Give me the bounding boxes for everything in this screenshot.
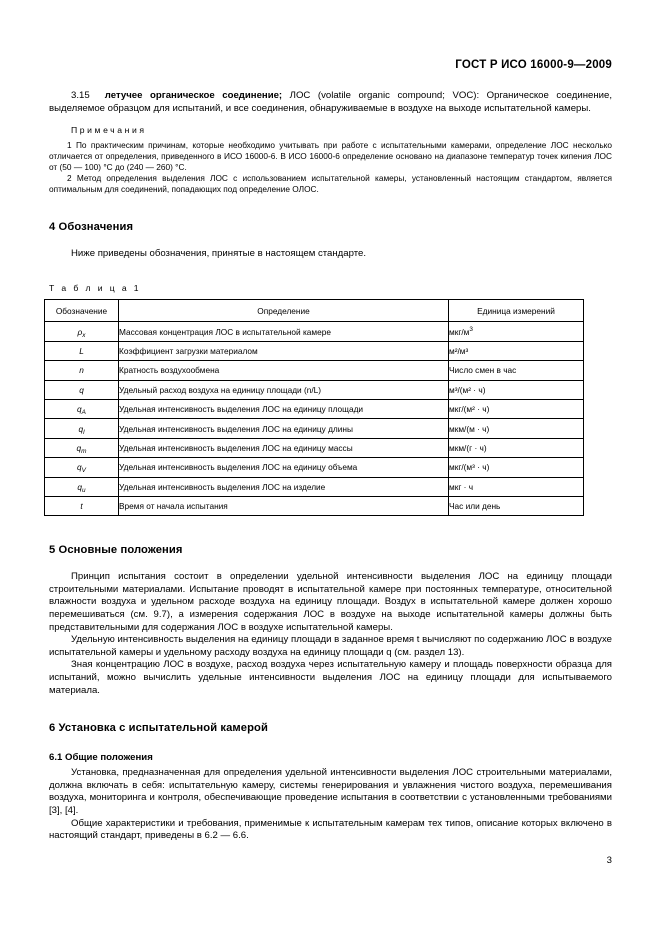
table-row [45,438,584,457]
column-header-symbol: Обозначение [45,300,119,322]
column-header-definition: Определение [119,300,449,322]
document-header-title: ГОСТ Р ИСО 16000-9—2009 [455,59,612,71]
table-row [45,361,584,380]
section-6 [49,722,612,843]
column-header-unit: Единица измерений [449,300,584,322]
cell-unit: мкм/(м · ч) [449,419,584,438]
section-6-heading: 6 Установка с испытательной камерой [49,722,268,735]
cell-definition: Массовая концентрация ЛОС в испытательной камере [119,322,449,341]
cell-unit: Час или день [449,496,584,515]
table-body [45,322,584,516]
cell-definition: Коэффициент загрузки материалом [119,341,449,360]
section-5-heading: 5 Основные положения [49,544,183,557]
page-content [49,90,612,843]
table-row [45,496,584,515]
note-item-2: 2 Метод определения выделения ЛОС с использованием испытательной камеры, установленный настоящим стандартом, является оптимальным для соединений, попадающих под определение ОЛОС. [49,172,612,194]
section-5-paragraph-3: Зная концентрацию ЛОС в воздухе, расход воздуха через испытательную камеру и площадь поверхности образца для испытаний, можно вычислить удельные интенсивности выделения ЛОС на единицу площади для испытываемого материала. [49,659,612,696]
term-number: 3.15 [71,90,90,101]
term-name: летучее органическое соединение; [104,90,283,101]
cell-symbol: $q_V$ [45,458,119,477]
section-6-1 [49,752,612,843]
cell-unit: мкг/(м² · ч) [449,399,584,418]
cell-symbol: $\rho_x$ [45,322,119,341]
section-6-1-paragraph-1: Установка, предназначенная для определения удельной интенсивности выделения ЛОС строительными материалами, должна включать в себя: испытательную камеру, системы генерирования и увлажнения чистого воздуха, перемешивания воздуха, мониторинга и контроля, обеспечивающие проведение испытания в соответствии с установленными требованиями [3], [4]. [49,767,612,816]
cell-definition: Удельный расход воздуха на единицу площади (n/L) [119,380,449,399]
cell-definition: Удельная интенсивность выделения ЛОС на единицу массы [119,438,449,457]
cell-symbol: t [45,496,119,515]
cell-symbol: $q_m$ [45,438,119,457]
cell-symbol: q [45,380,119,399]
table-caption: Т а б л и ц а 1 [49,283,141,294]
section-4-heading: 4 Обозначения [49,220,134,233]
term-body: ЛОС (volatile organic compound; VOC): Органическое соединение, выделяемое образцом для испытаний, и все соединения, обнаруживаемые в воздухе на выходе испытательной камеры. [49,90,612,114]
table-row [45,380,584,399]
cell-symbol: $q_A$ [45,399,119,418]
cell-definition: Удельная интенсивность выделения ЛОС на изделие [119,477,449,496]
symbols-table [44,299,584,516]
table-row [45,419,584,438]
notes-heading: Примечания [71,125,147,136]
term-definition-3-15 [49,90,612,115]
section-5 [49,544,612,697]
section-5-paragraph-2: Удельную интенсивность выделения на единицу площади в заданное время t вычисляют по содержанию ЛОС в воздухе испытательной камеры и удельному расходу воздуха на единицу площади q (см. раздел 13). [49,634,612,658]
cell-symbol: L [45,341,119,360]
cell-unit: мкг · ч [449,477,584,496]
table-header-row [45,300,584,322]
cell-unit: м³/(м² · ч) [449,380,584,399]
cell-unit: Число смен в час [449,361,584,380]
note-item-1: 1 По практическим причинам, которые необходимо учитывать при работе с испытательными камерами, определение ЛОС несколько отличается от определения, приведенного в ИСО 16000-6. В ИСО 16000-6 определение основано на диапазоне температур точек кипения ЛОС от (50 — 100) °С до (240 — 260) °С. [49,139,612,172]
cell-symbol: n [45,361,119,380]
table-row [45,341,584,360]
section-6-1-heading: 6.1 Общие положения [49,752,153,764]
section-4 [49,221,612,261]
page-number: 3 [606,855,612,866]
cell-definition: Удельная интенсивность выделения ЛОС на единицу площади [119,399,449,418]
cell-definition: Удельная интенсивность выделения ЛОС на единицу длины [119,419,449,438]
table-row [45,322,584,341]
cell-unit: мкм/(г · ч) [449,438,584,457]
table-row [45,458,584,477]
cell-unit: мкг/(м³ · ч) [449,458,584,477]
table-row [45,399,584,418]
cell-definition: Время от начала испытания [119,496,449,515]
cell-definition: Удельная интенсивность выделения ЛОС на единицу объема [119,458,449,477]
section-6-1-paragraph-2: Общие характеристики и требования, применимые к испытательным камерам тех типов, описание которых включено в настоящий стандарт, приведены в 6.2 — 6.6. [49,817,612,842]
section-5-paragraph-1: Принцип испытания состоит в определении удельной интенсивности выделения ЛОС на единицу площади строительными материалами. Испытание проводят в испытательной камере при постоянных температуре, относительной влажности воздуха и удельном расходе воздуха на единицу площади. Воздух в испытательной камере должен хорошо перемешиваться (см. 9.7), а измерения содержания ЛОС в воздухе на выходе испытательной камеры должны быть представительными для содержания ЛОС в воздухе испытательной камеры. [49,571,612,633]
section-4-intro: Ниже приведены обозначения, принятые в настоящем стандарте. [71,247,367,259]
table-row [45,477,584,496]
cell-unit: м²/м³ [449,341,584,360]
cell-symbol: $q_u$ [45,477,119,496]
cell-unit: мкг/$м^3$ [449,322,584,341]
cell-symbol: $q_l$ [45,419,119,438]
cell-definition: Кратность воздухообмена [119,361,449,380]
